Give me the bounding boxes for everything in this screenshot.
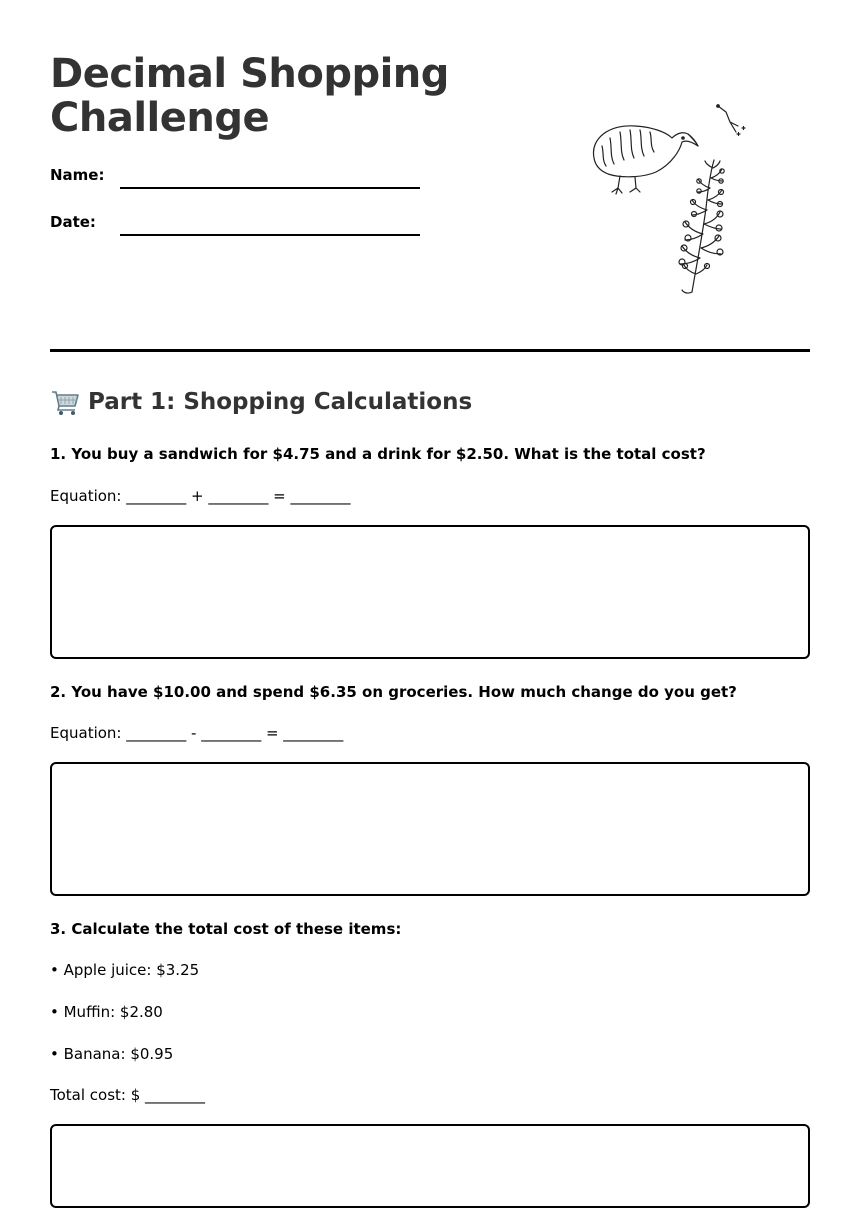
question-2-answer-box[interactable] [50, 762, 810, 896]
list-item: • Banana: $0.95 [50, 1045, 174, 1063]
kiwi-bird-icon [593, 126, 698, 194]
shopping-cart-icon [50, 388, 80, 416]
fern-icon [679, 160, 724, 293]
name-field[interactable] [120, 187, 420, 189]
date-label: Date: [50, 213, 96, 231]
title-line-2: Challenge [50, 95, 270, 141]
worksheet-title [50, 52, 470, 140]
question-3-answer-box[interactable] [50, 1124, 810, 1208]
question-2-equation: Equation: ________ - ________ = ________ [50, 724, 344, 742]
question-1-answer-box[interactable] [50, 525, 810, 659]
section-title: Part 1: Shopping Calculations [88, 389, 473, 415]
question-1-equation: Equation: ________ + ________ = ________ [50, 487, 351, 505]
question-1-text: 1. You buy a sandwich for $4.75 and a drink for $2.50. What is the total cost? [50, 445, 706, 463]
title-line-1: Decimal Shopping [50, 51, 449, 97]
section-heading [50, 388, 472, 416]
constellation-icon [717, 105, 745, 136]
list-item: • Muffin: $2.80 [50, 1003, 163, 1021]
question-3-total: Total cost: $ ________ [50, 1086, 206, 1104]
name-label: Name: [50, 166, 105, 184]
header-divider [50, 349, 810, 352]
date-field[interactable] [120, 234, 420, 236]
kiwi-fern-illustration [580, 98, 770, 298]
question-3-text: 3. Calculate the total cost of these items: [50, 920, 402, 938]
question-2-text: 2. You have $10.00 and spend $6.35 on groceries. How much change do you get? [50, 683, 737, 701]
list-item: • Apple juice: $3.25 [50, 961, 200, 979]
